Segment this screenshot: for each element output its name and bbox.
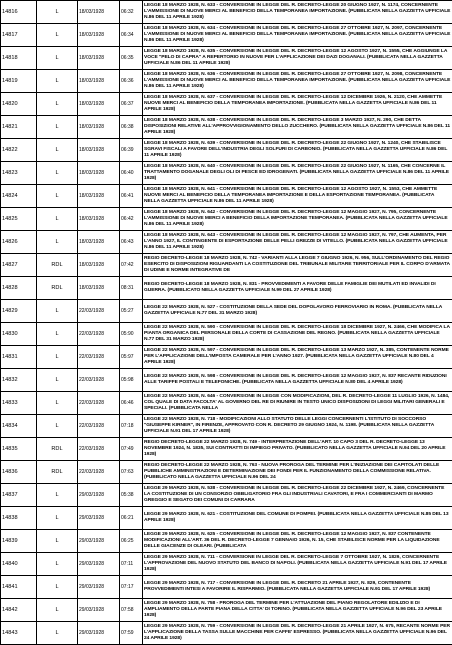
act-type: L: [37, 346, 78, 369]
act-reference: 05:97: [120, 346, 143, 369]
table-row: [1, 461, 452, 484]
act-description: LEGGE 29 MARZO 1928, N. 759 - CONVERSIONE IN LEGGE DEL R. DECRETO-LEGGE 21 APRILE 1927, N. 675, RECANTE NORME PER L'APPLICAZIONE DELLA TASSA SULLE MACCHINE PER CAFFE' ESPRESSO. (PUBBLICATA NELLA GAZZETTA UFFICIALE N.96 DEL 24 APRILE 1928): [143, 622, 452, 645]
act-reference: 06:43: [120, 231, 143, 254]
act-reference: 06:38: [120, 116, 143, 139]
table-row: [1, 231, 452, 254]
act-description: LEGGE 18 MARZO 1928, N. 636 - CONVERSIONE IN LEGGE DEL R. DECRETO-LEGGE 27 OTTOBRE 1927, N. 2098, CONCERNENTE L'AMMISSIONE DI NUOVE MERCI AL BENEFICIO DELLA TEMPORANEA IMPORTAZIONE. (PUBBLICATA NELLA GAZZETTA UFFICIALE N.86 DEL 11 APRILE 1928): [143, 70, 452, 93]
table-row: [1, 323, 452, 346]
entry-number: 14840: [1, 553, 37, 576]
act-reference: 06:32: [120, 1, 143, 24]
act-description: LEGGE 22 MARZO 1928, N. 527 - COSTITUZIONE DELLA SEDE DEL DOPOLAVORO FERROVIARIO IN ROMA. (PUBBLICATA NELLA GAZZETTA UFFICIALE N.77 DEL 31 MARZO 1928): [143, 300, 452, 323]
table-row: [1, 484, 452, 507]
act-type: L: [37, 116, 78, 139]
act-description: REGIO DECRETO-LEGGE 22 MARZO 1928, N. 749 - INTERPRETAZIONE DELL'ART. 10 CAPO 3 DEL R. DECRETO-LEGGE 13 NOVEMBRE 1924, N. 1835, SUI CONTRATTI DI IMPIEGO PRIVATO. (PUBBLICATO NELLA GAZZETTA UFFICIALE N.94 DEL 20 APRILE 1928): [143, 438, 452, 461]
entry-number: 14825: [1, 208, 37, 231]
act-date: 18/03/1928: [78, 24, 120, 47]
entry-number: 14827: [1, 254, 37, 277]
table-row: [1, 346, 452, 369]
act-type: L: [37, 530, 78, 553]
act-type: L: [37, 185, 78, 208]
table-row: [1, 392, 452, 415]
act-type: L: [37, 323, 78, 346]
act-reference: 07:58: [120, 599, 143, 622]
act-type: L: [37, 484, 78, 507]
act-reference: 06:36: [120, 70, 143, 93]
act-reference: 07:11: [120, 553, 143, 576]
act-type: RDL: [37, 277, 78, 300]
act-description: LEGGE 29 MARZO 1928, N. 625 - CONVERSIONE IN LEGGE DEL R. DECRETO-LEGGE 12 MAGGIO 1927, N. 837 CONTENENTE MODIFICAZIONI ALL'ART. 36 DEL R. DECRETO-LEGGE 7 GENNAIO 1926, N. 15, CHE STABILISCE NORME PER LA LIQUIDAZIONE DELLE GIACENZE DI OLEARI. (PUBBLICATA: [143, 530, 452, 553]
entry-number: 14826: [1, 231, 37, 254]
entry-number: 14836: [1, 461, 37, 484]
act-reference: 05:38: [120, 484, 143, 507]
act-description: LEGGE 18 MARZO 1928, N. 640 - CONVERSIONE IN LEGGE DEL R. DECRETO-LEGGE 22 GIUGNO 1927, N. 1165, CHE CONCERNE IL TRATTAMENTO DOGANALE DEGLI OLI DI PESCE ED IDROGENATI. (PUBBLICATA NELLA GAZZETTA UFFICIALE N.86 DEL 11 APRILE 1928): [143, 162, 452, 185]
act-description: LEGGE 29 MARZO 1928, N. 717 - CONVERSIONE IN LEGGE DEL R. DECRETO 21 APRILE 1927, N. 829, CONTENENTE PROVVEDIMENTI INTESI A FAVORIRE IL RISPARMIO. (PUBBLICATA NELLA GAZZETTA UFFICIALE N.91 DEL 17 APRILE 1928): [143, 576, 452, 599]
act-type: L: [37, 24, 78, 47]
act-reference: 07:17: [120, 576, 143, 599]
act-date: 18/03/1928: [78, 1, 120, 24]
table-row: [1, 300, 452, 323]
entry-number: 14828: [1, 277, 37, 300]
act-description: LEGGE 18 MARZO 1928, N. 637 - CONVERSIONE IN LEGGE DEL R. DECRETO-LEGGE 12 DICEMBRE 1926, N. 2120, CHE AMMETTE NUOVE MERCI AL BENEFICIO DELLA TEMPORANEA IMPORTAZIONE. (PUBBLICATA NELLA GAZZETTA UFFICIALE N.86 DEL 11 APRILE 1928): [143, 93, 452, 116]
act-reference: 07:18: [120, 415, 143, 438]
table-row: [1, 47, 452, 70]
entry-number: 14838: [1, 507, 37, 530]
act-reference: 08:31: [120, 277, 143, 300]
table-row: [1, 24, 452, 47]
act-description: LEGGE 29 MARZO 1928, N. 621 - COSTITUZIONE DEL COMUNE DI POMPEI. (PUBBLICATA NELLA GAZZETTA UFFICIALE N.85 DEL 13 APRILE 1928): [143, 507, 452, 530]
act-reference: 06:40: [120, 162, 143, 185]
table-row: [1, 369, 452, 392]
act-type: L: [37, 93, 78, 116]
table-row: [1, 553, 452, 576]
act-reference: 07:63: [120, 461, 143, 484]
act-description: REGIO DECRETO-LEGGE 22 MARZO 1928, N. 763 - NUOVA PROROGA DEL TERMINE PER L'INIZIAZIONE DEI CAPITOLATI DELLE PUBBLICHE AMMINISTRAZIONI E DETERMINAZIONE DEI FONDI PER IL FUNZIONAMENTO DELLA COMMISSIONE RELATIVA. (PUBBLICATO NELLA GAZZETTA UFFICIALE N.96 DEL 24: [143, 461, 452, 484]
act-description: LEGGE 22 MARZO 1928, N. 590 - CONVERSIONE IN LEGGE DEL R. DECRETO-LEGGE 18 DICEMBRE 1927, N. 2466, CHE MODIFICA LA PIANTA ORGANICA DEL PERSONALE DELLA CORTE DI CASSAZIONE DEL REGNO. (PUBBLICATA NELLA GAZZETTA UFFICIALE N.77 DEL 31 MARZO 1928): [143, 323, 452, 346]
act-date: 29/03/1928: [78, 530, 120, 553]
act-date: 18/03/1928: [78, 254, 120, 277]
act-description: LEGGE 22 MARZO 1928, N. 718 - MODIFICAZIONI ALLO STATUTO DELLE LEGGI CONCERNENTI L'ISTITUTO DI SOCCORSO "GIUSEPPE KIRNER", IN FIRENZE, APPROVATO CON R. DECRETO 29 GIUGNO 1924, N. 1198. (PUBBLICATA NELLA GAZZETTA UFFICIALE N.91 DEL 17 APRILE 1928): [143, 415, 452, 438]
act-description: LEGGE 18 MARZO 1928, N. 643 - CONVERSIONE IN LEGGE DEL R. DECRETO-LEGGE 12 MAGGIO 1927, N. 797, CHE AUMENTA, PER L'ANNO 1927, IL CONTINGENTE DI ESPORTAZIONE DELLE PELLI GREZZE DI VITELLO. (PUBBLICATA NELLA GAZZETTA UFFICIALE N.86 DEL 11 APRILE 1928): [143, 231, 452, 254]
entry-number: 14823: [1, 162, 37, 185]
act-description: LEGGE 22 MARZO 1928, N. 597 - CONVERSIONE IN LEGGE DEL R. DECRETO-LEGGE 13 MARZO 1927, N. 385, CONTENENTE NORME PER L'APPLICAZIONE DELL'IMPOSTA CAMERALE PER L'ANNO 1927. (PUBBLICATA NELLA GAZZETTA UFFICIALE N.80 DEL 4 APRILE 1928): [143, 346, 452, 369]
entry-number: 14822: [1, 139, 37, 162]
entry-number: 14820: [1, 93, 37, 116]
act-description: LEGGE 18 MARZO 1928, N. 633 - CONVERSIONE IN LEGGE DEL R. DECRETO-LEGGE 20 GIUGNO 1927, N. 1174, CONCERNENTE L'AMMISSIONE DI NUOVE MERCI AL BENEFICIO DELLA TEMPORANEA IMPORTAZIONE. (PUBBLICATA NELLA GAZZETTA UFFICIALE N.86 DEL 11 APRILE 1928): [143, 1, 452, 24]
act-type: L: [37, 507, 78, 530]
table-row: [1, 277, 452, 300]
entry-number: 14818: [1, 47, 37, 70]
act-description: LEGGE 18 MARZO 1928, N. 642 - CONVERSIONE IN LEGGE DEL R. DECRETO-LEGGE 12 MAGGIO 1927, N. 795, CONCERNENTE L'AMMISSIONE DI NUOVE MERCI A BENEFICIO DELLA IMPORTAZIONE TEMPORANEA. (PUBBLICATA NELLA GAZZETTA UFFICIALE N.86 DEL 11 APRILE 1928): [143, 208, 452, 231]
act-reference: 06:37: [120, 93, 143, 116]
act-description: LEGGE 18 MARZO 1928, N. 634 - CONVERSIONE IN LEGGE DEL R. DECRETO-LEGGE 27 OTTOBRE 1927, N. 2097, CONCERNENTE L'AMMISSIONE DI NUOVE MERCI AL BENEFICIO DELLA TEMPORANEA IMPORTAZIONE. (PUBBLICATA NELLA GAZZETTA UFFICIALE N.86 DEL 11 APRILE 1928): [143, 24, 452, 47]
act-date: 29/03/1928: [78, 576, 120, 599]
act-date: 29/03/1928: [78, 484, 120, 507]
act-date: 22/03/1928: [78, 323, 120, 346]
entry-number: 14829: [1, 300, 37, 323]
act-type: L: [37, 231, 78, 254]
table-row: [1, 254, 452, 277]
table-row: [1, 93, 452, 116]
act-reference: 05:27: [120, 300, 143, 323]
act-description: LEGGE 18 MARZO 1928, N. 639 - CONVERSIONE IN LEGGE DEL R. DECRETO-LEGGE 22 GIUGNO 1927, N. 1240, CHE STABILISCE SGRAVI FISCALI A FAVORE DELL'INDUSTRIA DEGLI SOLFURI DI CARBONIO. (PUBBLICATA NELLA GAZZETTA UFFICIALE N.86 DEL 11 APRILE 1928): [143, 139, 452, 162]
entry-number: 14834: [1, 415, 37, 438]
act-date: 22/03/1928: [78, 415, 120, 438]
act-reference: 05:90: [120, 323, 143, 346]
act-reference: 06:39: [120, 139, 143, 162]
act-type: L: [37, 392, 78, 415]
act-description: LEGGE 29 MARZO 1928, N. 711 - CONVERSIONE IN LEGGE DEL R. DECRETO-LEGGE 7 OTTOBRE 1927, N. 1829, CONCERNENTE L'APPROVAZIONE DEL NUOVO STATUTO DEL BANCO DI NAPOLI. (PUBBLICATA NELLA GAZZETTA UFFICIALE N.91 DEL 17 APRILE 1928): [143, 553, 452, 576]
act-date: 18/03/1928: [78, 208, 120, 231]
act-description: LEGGE 29 MARZO 1928, N. 758 - PROROGA DEL TERMINE PER L'ATTUAZIONE DEL PIANO REGOLATORE EDILIZIO E DI AMPLIAMENTO DELLA PARTE PIANA DELLA CITTA' DI TORINO. (PUBBLICATA NELLA GAZZETTA UFFICIALE N.96 DEL 23 APRILE 1928): [143, 599, 452, 622]
act-date: 18/03/1928: [78, 277, 120, 300]
act-reference: 06:41: [120, 185, 143, 208]
act-description: LEGGE 18 MARZO 1928, N. 638 - CONVERSIONE IN LEGGE DEL R. DECRETO-LEGGE 3 MARZO 1927, N. 290, CHE DETTA DISPOSIZIONI RELATIVE ALL'APPROVVIGIONAMENTO DELLO ZUCCHERO. (PUBBLICATA NELLA GAZZETTA UFFICIALE N.86 DEL 11 APRILE 1928): [143, 116, 452, 139]
entry-number: 14832: [1, 369, 37, 392]
act-type: L: [37, 208, 78, 231]
table-row: [1, 139, 452, 162]
act-type: L: [37, 47, 78, 70]
act-type: L: [37, 599, 78, 622]
entry-number: 14831: [1, 346, 37, 369]
act-description: LEGGE 29 MARZO 1928, N. 538 - CONVERSIONE IN LEGGE DEL R. DECRETO-LEGGE 22 DICEMBRE 1927, N. 2469, CONCERNENTE LA COSTITUZIONE DI UN CONSORZIO OBBLIGATORIO FRA GLI INDUSTRIALI CAVATORI, E FRA I COMMERCIANTI DI MARMO GREGGIO E SEGATO DEI COMUNI DI CARRARA: [143, 484, 452, 507]
act-date: 22/03/1928: [78, 346, 120, 369]
act-date: 22/03/1928: [78, 369, 120, 392]
table-row: [1, 438, 452, 461]
entry-number: 14816: [1, 1, 37, 24]
act-reference: 06:35: [120, 47, 143, 70]
act-type: RDL: [37, 438, 78, 461]
table-row: [1, 70, 452, 93]
act-date: 18/03/1928: [78, 116, 120, 139]
act-date: 18/03/1928: [78, 70, 120, 93]
table-row: [1, 162, 452, 185]
act-date: 22/03/1928: [78, 438, 120, 461]
act-reference: 06:42: [120, 208, 143, 231]
act-reference: 07:49: [120, 438, 143, 461]
entry-number: 14817: [1, 24, 37, 47]
act-date: 29/03/1928: [78, 599, 120, 622]
act-type: RDL: [37, 461, 78, 484]
act-description: LEGGE 22 MARZO 1928, N. 646 - CONVERSIONE IN LEGGE CON MODIFICAZIONI, DEL R. DECRETO-LEGGE 11 LUGLIO 1926, N. 1484, COL QUALE DI DATA FACOLTA' AL GOVERNO DEL RE DI RIUNIRE IN TESTO UNICO DISPOSIZIONI DI LEGGI MILITARI GENERALI E SPECIALI. (PUBBLICATA NELLA: [143, 392, 452, 415]
entry-number: 14839: [1, 530, 37, 553]
register-body: [1, 1, 452, 645]
act-date: 18/03/1928: [78, 93, 120, 116]
act-date: 22/03/1928: [78, 392, 120, 415]
entry-number: 14841: [1, 576, 37, 599]
table-row: [1, 185, 452, 208]
act-reference: 06:21: [120, 507, 143, 530]
act-reference: 06:34: [120, 24, 143, 47]
act-type: L: [37, 622, 78, 645]
act-type: L: [37, 1, 78, 24]
act-reference: 06:25: [120, 530, 143, 553]
act-type: L: [37, 576, 78, 599]
act-date: 29/03/1928: [78, 553, 120, 576]
table-row: [1, 415, 452, 438]
act-type: L: [37, 369, 78, 392]
act-reference: 07:59: [120, 622, 143, 645]
table-row: [1, 507, 452, 530]
act-type: L: [37, 139, 78, 162]
act-date: 18/03/1928: [78, 185, 120, 208]
act-type: L: [37, 553, 78, 576]
act-type: L: [37, 415, 78, 438]
entry-number: 14843: [1, 622, 37, 645]
entry-number: 14835: [1, 438, 37, 461]
table-row: [1, 599, 452, 622]
act-description: LEGGE 22 MARZO 1928, N. 598 - CONVERSIONE IN LEGGE DEL R. DECRETO-LEGGE 12 MAGGIO 1927, N. 837 RECANTE RIDUZIONI ALLE TARIFFE POSTALI E TELEFONICHE. (PUBBLICATA NELLA GAZZETTA UFFICIALE N.80 DEL 4 APRILE 1928): [143, 369, 452, 392]
act-date: 18/03/1928: [78, 47, 120, 70]
act-type: L: [37, 162, 78, 185]
table-row: [1, 622, 452, 645]
act-date: 18/03/1928: [78, 162, 120, 185]
act-date: 29/03/1928: [78, 507, 120, 530]
table-row: [1, 116, 452, 139]
act-type: L: [37, 300, 78, 323]
entry-number: 14837: [1, 484, 37, 507]
entry-number: 14819: [1, 70, 37, 93]
table-row: [1, 576, 452, 599]
entry-number: 14833: [1, 392, 37, 415]
act-date: 18/03/1928: [78, 231, 120, 254]
act-type: RDL: [37, 254, 78, 277]
act-type: L: [37, 70, 78, 93]
act-description: LEGGE 18 MARZO 1928, N. 641 - CONVERSIONE IN LEGGE DEL R. DECRETO-LEGGE 12 AGOSTO 1927, N. 1553, CHE AMMETTE NUOVE MERCI AL BENEFICIO DELLA TEMPORANEA IMPORTAZIONE E DELLA ESPORTAZIONE TEMPORANEA. (PUBBLICATA NELLA GAZZETTA UFFICIALE N.86 DEL 11 APRILE 1928): [143, 185, 452, 208]
table-row: [1, 1, 452, 24]
entry-number: 14842: [1, 599, 37, 622]
act-reference: 07:42: [120, 254, 143, 277]
act-date: 29/03/1928: [78, 622, 120, 645]
table-row: [1, 208, 452, 231]
entry-number: 14830: [1, 323, 37, 346]
table-row: [1, 530, 452, 553]
act-reference: 05:98: [120, 369, 143, 392]
entry-number: 14824: [1, 185, 37, 208]
act-description: REGIO DECRETO-LEGGE 18 MARZO 1928, N. 831 - PROVVEDIMENTI A FAVORE DELLE FAMIGLIE DEI MUTILATI ED INVALIDI DI GUERRA. (PUBBLICATO NELLA GAZZETTA UFFICIALE N.99 DEL 27 APRILE 1928): [143, 277, 452, 300]
act-reference: 06:46: [120, 392, 143, 415]
act-description: LEGGE 18 MARZO 1928, N. 635 - CONVERSIONE IN LEGGE DEL R. DECRETO-LEGGE 12 AGOSTO 1927, N. 1555, CHE AGGIUNGE LA VOCE "PELO DI CAPRA" A REPERTORIO IN NUOVE PER L'APPLICAZIONE DEI DAZI DOGANALI. (PUBBLICATA NELLA GAZZETTA UFFICIALE N.86 DEL 11 APRILE 1928): [143, 47, 452, 70]
act-date: 22/03/1928: [78, 461, 120, 484]
act-date: 18/03/1928: [78, 139, 120, 162]
act-description: REGIO DECRETO-LEGGE 18 MARZO 1928, N. 742 - VARIANTI ALLA LEGGE 7 GIUGNO 1926, N. 956, SULL'ORDINAMENTO DEL REGIO ESERCITO DI DISPOSIZIONI RIGUARDANTI LA COSTITUZIONE DEL TRIBUNALE MILITARE TERRITORIALE PER IL CORPO D'ARMATA DI UDINE E NORME INTEGRATIVE DE: [143, 254, 452, 277]
act-date: 22/03/1928: [78, 300, 120, 323]
entry-number: 14821: [1, 116, 37, 139]
